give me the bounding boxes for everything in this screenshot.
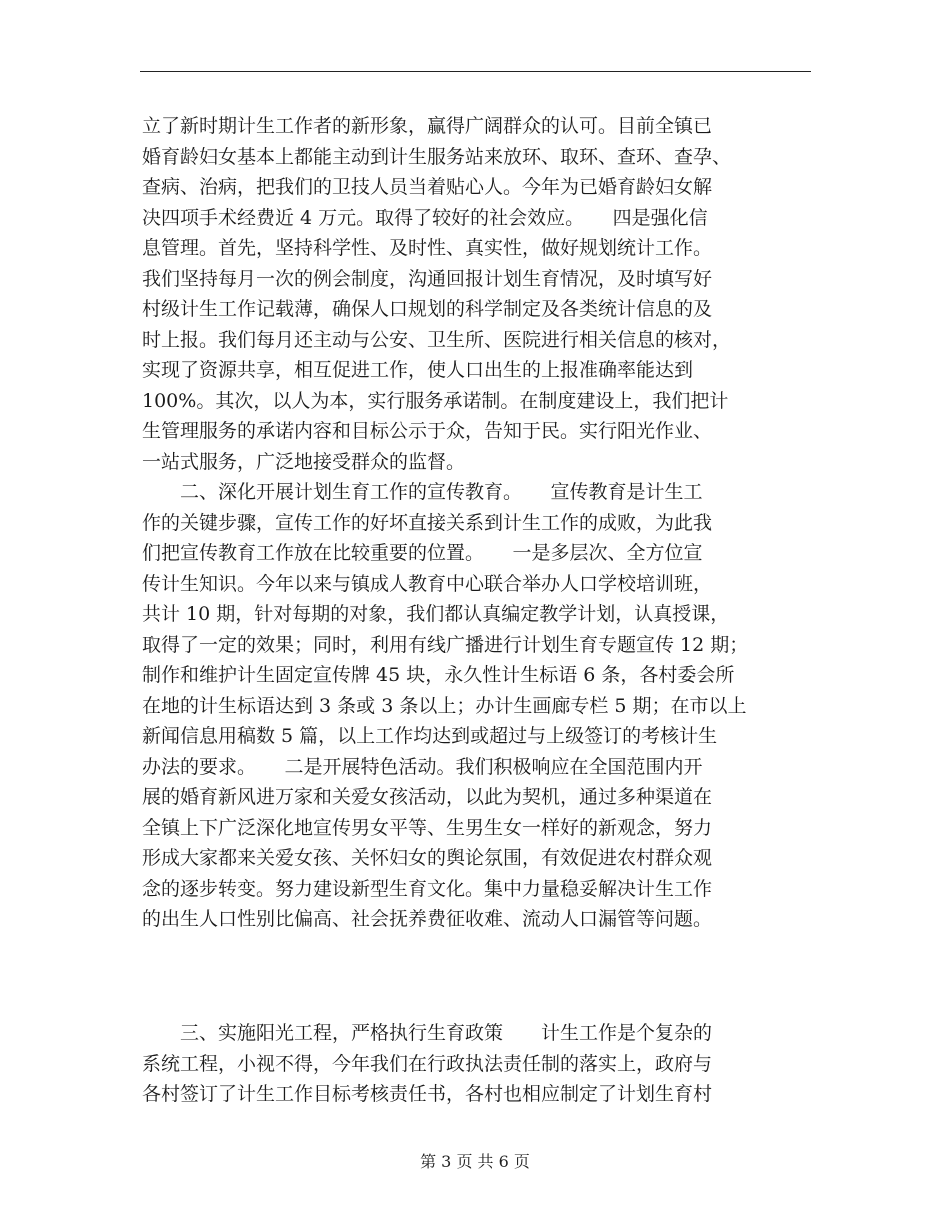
text-line: 传计生知识。今年以来与镇成人教育中心联合举办人口学校培训班， bbox=[142, 572, 713, 595]
text-line: 一站式服务，广泛地接受群众的监督。 bbox=[142, 450, 466, 473]
text-line: 念的逐步转变。努力建设新型生育文化。集中力量稳妥解决计生工作 bbox=[142, 877, 713, 900]
text-line: 系统工程，小视不得，今年我们在行政执法责任制的落实上，政府与 bbox=[142, 1052, 713, 1075]
text-line: 实现了资源共享，相互促进工作，使人口出生的上报准确率能达到 bbox=[142, 359, 694, 381]
text-line: 取得了一定的效果；同时，利用有线广播进行计划生育专题宣传 12 期； bbox=[142, 633, 749, 656]
text-line: 二、深化开展计划生育工作的宣传教育。 宣传教育是计生工 bbox=[142, 481, 703, 503]
text-line: 决四项手术经费近 4 万元。取得了较好的社会效应。 四是强化信 bbox=[142, 206, 708, 229]
text-line: 三、实施阳光工程，严格执行生育政策 计生工作是个复杂的 bbox=[142, 1022, 713, 1044]
header-rule bbox=[140, 71, 811, 72]
body-text-section-3 bbox=[142, 1018, 814, 1110]
text-line: 立了新时期计生工作者的新形象，赢得广阔群众的认可。目前全镇已 bbox=[142, 115, 713, 137]
text-line: 100%。其次，以人为本，实行服务承诺制。在制度建设上，我们把计 bbox=[142, 389, 729, 412]
text-line: 制作和维护计生固定宣传牌 45 块，永久性计生标语 6 条，各村委会所 bbox=[142, 664, 735, 686]
text-line: 共计 10 期，针对每期的对象，我们都认真编定教学计划，认真授课， bbox=[142, 603, 730, 625]
text-line: 全镇上下广泛深化地宣传男女平等、生男生女一样好的新观念，努力 bbox=[142, 816, 713, 839]
text-line: 们把宣传教育工作放在比较重要的位置。 一是多层次、全方位宣 bbox=[142, 542, 703, 564]
text-line: 时上报。我们每月还主动与公安、卫生所、医院进行相关信息的核对， bbox=[142, 328, 732, 351]
text-line: 查病、治病，把我们的卫技人员当着贴心人。今年为已婚育龄妇女解 bbox=[142, 176, 713, 198]
body-text bbox=[142, 111, 814, 935]
text-line: 在地的计生标语达到 3 条或 3 条以上；办计生画廊专栏 5 期；在市以上 bbox=[142, 694, 747, 717]
page-number: 第 3 页 共 6 页 bbox=[420, 1152, 530, 1171]
text-line: 形成大家都来关爱女孩、关怀妇女的舆论氛围，有效促进农村群众观 bbox=[142, 847, 713, 869]
text-line: 婚育龄妇女基本上都能主动到计生服务站来放环、取环、查环、查孕、 bbox=[142, 145, 732, 168]
text-line: 村级计生工作记载薄，确保人口规划的科学制定及各类统计信息的及 bbox=[142, 298, 713, 320]
text-line: 各村签订了计生工作目标考核责任书，各村也相应制定了计划生育村 bbox=[142, 1083, 713, 1105]
text-line: 的出生人口性别比偏高、社会抚养费征收难、流动人口漏管等问题。 bbox=[142, 908, 713, 930]
text-line: 新闻信息用稿数 5 篇，以上工作均达到或超过与上级签订的考核计生 bbox=[142, 725, 718, 747]
page-footer bbox=[0, 1151, 950, 1173]
text-line: 息管理。首先，坚持科学性、及时性、真实性，做好规划统计工作。 bbox=[142, 237, 713, 259]
text-line: 我们坚持每月一次的例会制度，沟通回报计划生育情况，及时填写好 bbox=[142, 267, 713, 290]
text-line: 作的关键步骤，宣传工作的好坏直接关系到计生工作的成败，为此我 bbox=[142, 511, 713, 534]
text-line: 办法的要求。 二是开展特色活动。我们积极响应在全国范围内开 bbox=[142, 755, 703, 778]
text-line: 生管理服务的承诺内容和目标公示于众，告知于民。实行阳光作业、 bbox=[142, 420, 713, 442]
text-line: 展的婚育新风进万家和关爱女孩活动，以此为契机，通过多种渠道在 bbox=[142, 786, 713, 808]
